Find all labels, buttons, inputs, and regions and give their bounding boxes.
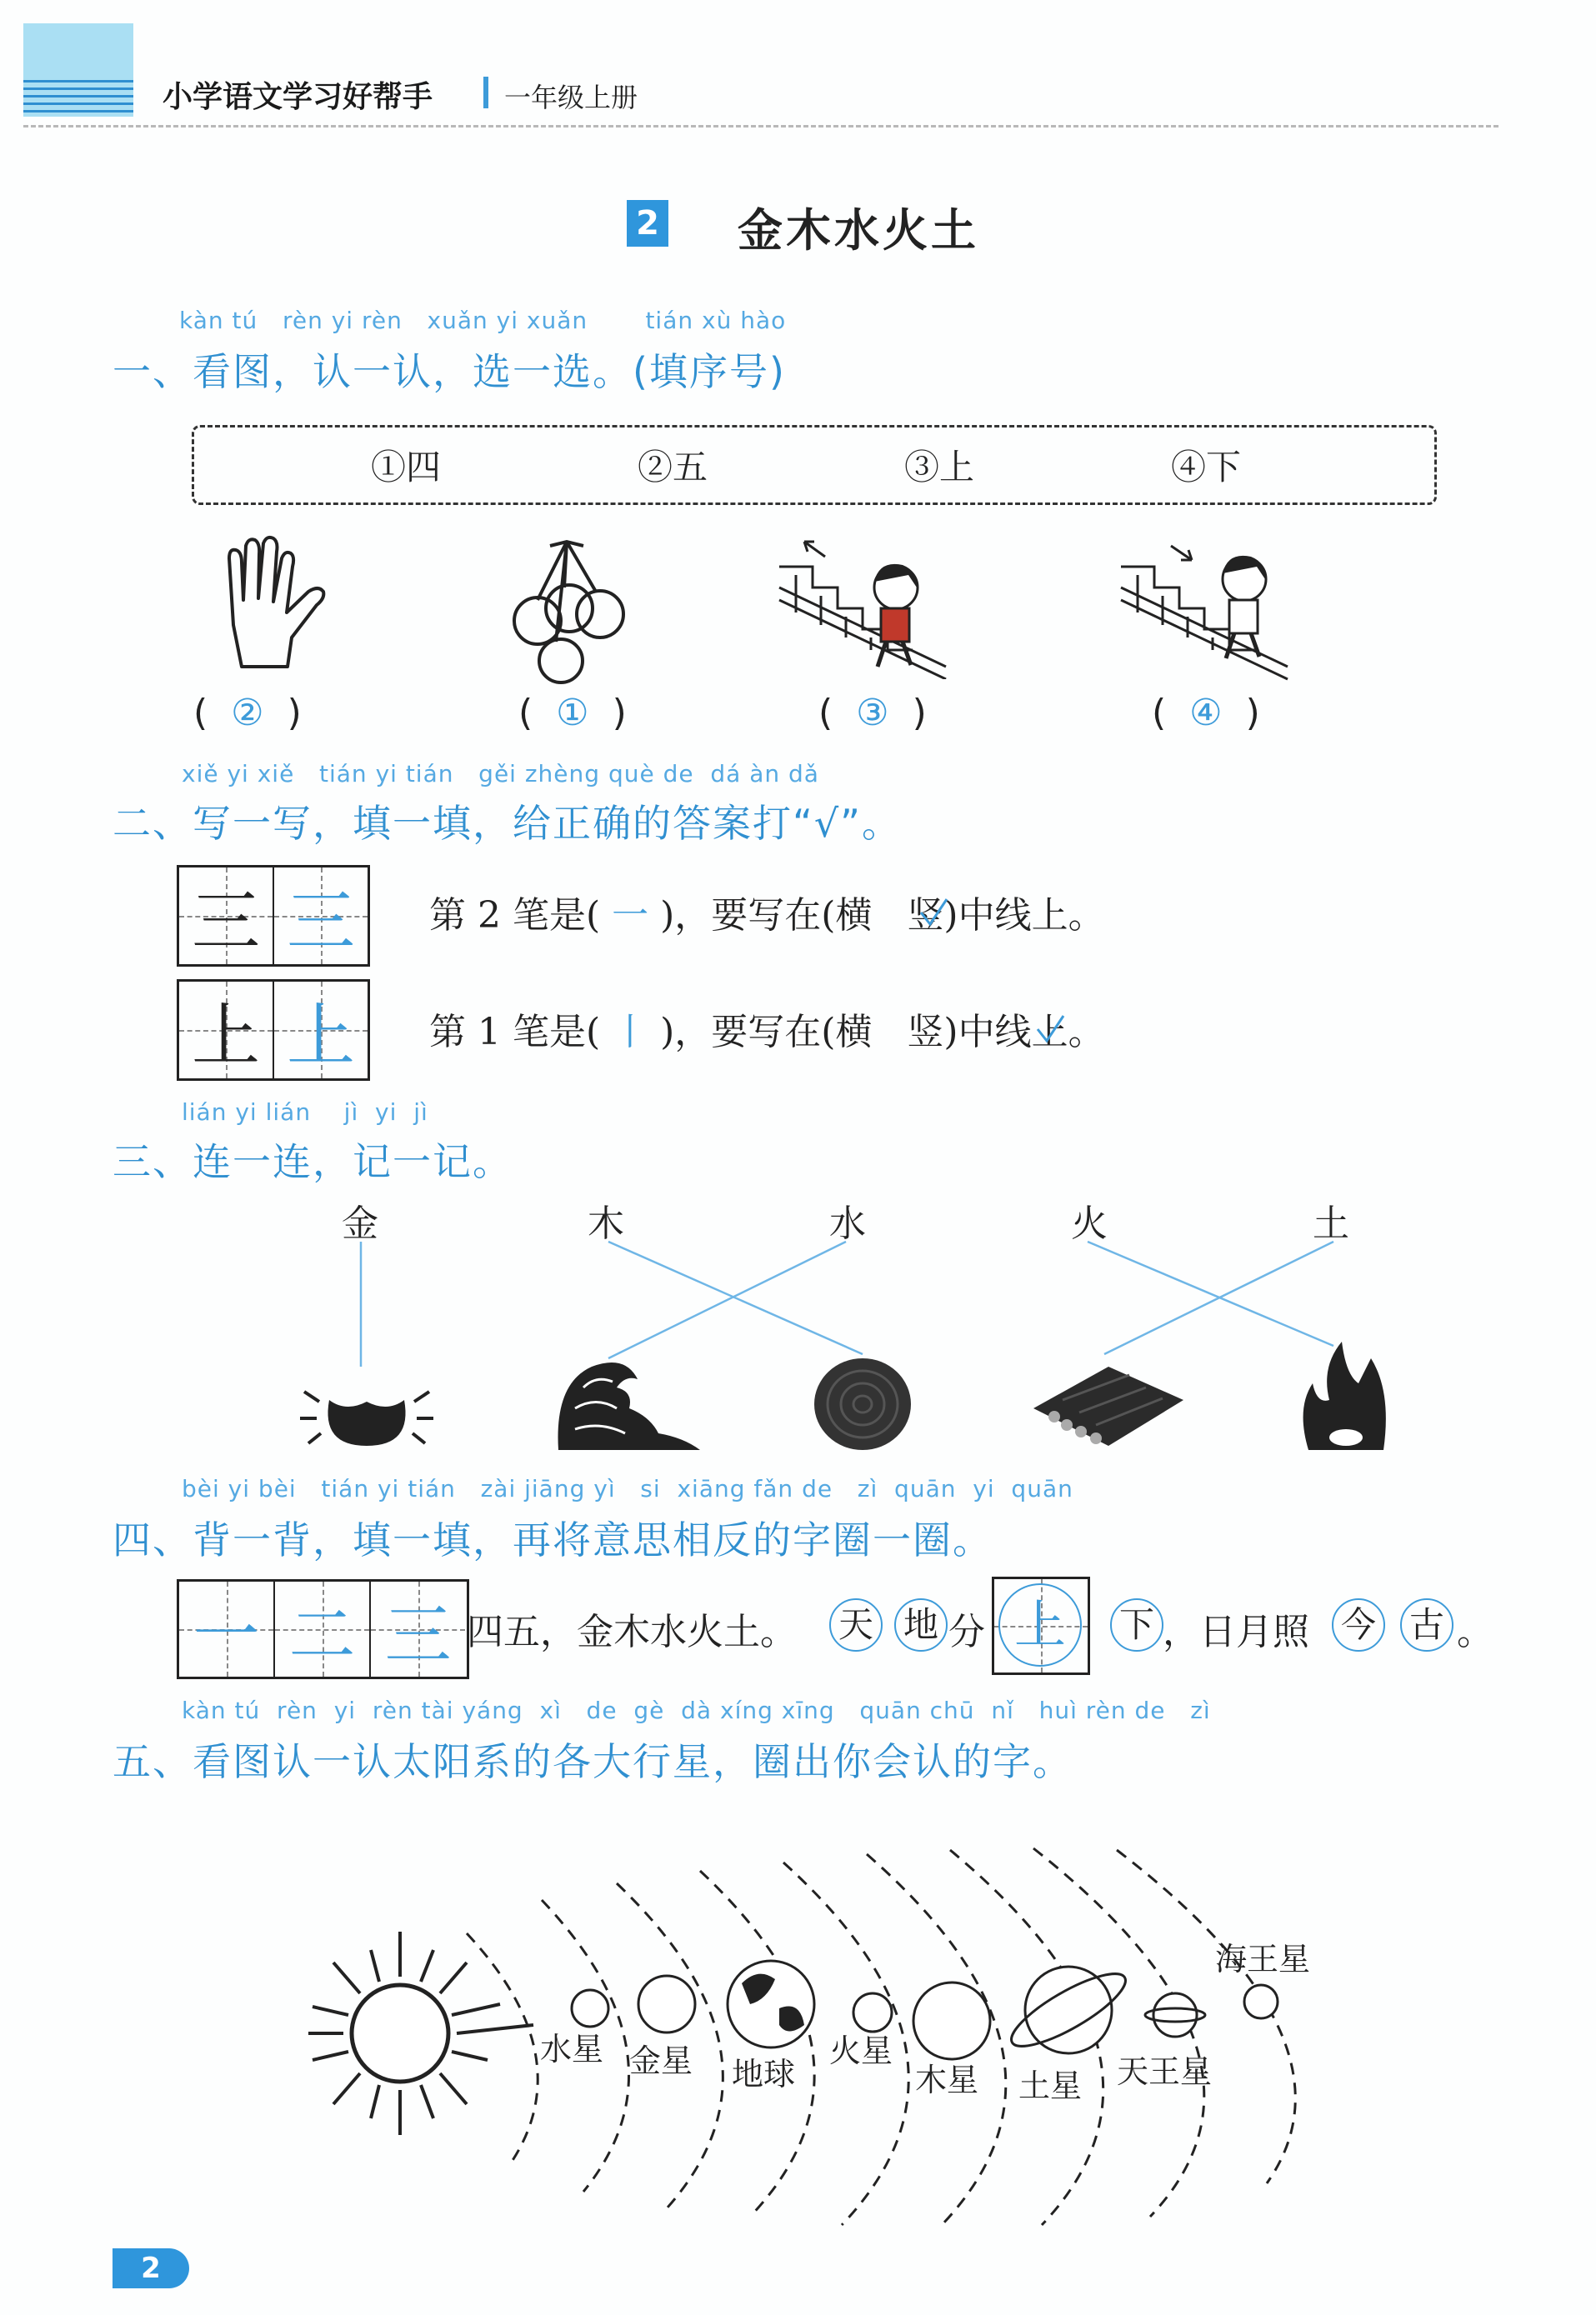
element-huo: 火 [1071, 1202, 1108, 1245]
q5-title: 五、看图认一认太阳系的各大行星，圈出你会认的字。 [113, 1739, 1073, 1784]
q4-pinyin: bèi yi bèi tián yi tián zài jiāng yì si xiāng fǎn de zì quān yi quān [182, 1475, 1073, 1502]
wood-stump-image [800, 1354, 925, 1454]
q4-title: 四、背一背，填一填，再将意思相反的字圈一圈。 [113, 1518, 993, 1562]
mercury-icon [572, 1990, 608, 2027]
circled-tian[interactable]: 天 [829, 1598, 883, 1652]
book-title: 小学语文学习好帮手 [163, 80, 433, 114]
saturn-icon [1003, 1962, 1133, 2058]
uranus-icon [1145, 1993, 1205, 2037]
answer-slot-1[interactable]: ( ② ) [193, 692, 302, 734]
planet-label-saturn: 土星 [1018, 2068, 1083, 2104]
element-tu: 土 [1313, 1202, 1349, 1245]
jupiter-icon [913, 1982, 990, 2059]
q4-end-punct: 。 [1457, 1611, 1493, 1653]
q4-text-1: 四五，金木水火土。 [467, 1611, 797, 1653]
circled-jin[interactable]: 今 [1332, 1598, 1385, 1652]
earth-icon [728, 1961, 814, 2048]
solar-system-diagram [0, 1792, 1596, 2250]
planet-label-neptune: 海王星 [1215, 1941, 1311, 1978]
element-shui: 水 [829, 1202, 866, 1245]
q3-pinyin: lián yi lián jì yi jì [182, 1098, 428, 1126]
q2-sentence-2: 第 1 笔是( 丨 )，要写在(横 竖)中线上。 [429, 1011, 1105, 1053]
option-3: ③上 [904, 447, 975, 488]
fire-image [1292, 1333, 1400, 1458]
circled-di[interactable]: 地 [894, 1598, 948, 1652]
q2-title: 二、写一写，填一填，给正确的答案打“√”。 [113, 801, 902, 846]
planet-label-jupiter: 木星 [915, 2062, 979, 2098]
water-wave-image [550, 1350, 704, 1454]
page-number: 2 [113, 2248, 189, 2288]
q5-pinyin: kàn tú rèn yi rèn tài yáng xì de gè dà xíng xīng quān chū nǐ huì rèn de zì [182, 1697, 1211, 1724]
answer-slot-3[interactable]: ( ③ ) [818, 692, 927, 734]
lesson-number: 2 [627, 200, 668, 247]
venus-icon [638, 1976, 695, 2032]
soil-field-image [1029, 1350, 1188, 1450]
q3-title: 三、连一连，记一记。 [113, 1139, 513, 1184]
planet-label-venus: 金星 [629, 2042, 693, 2079]
planet-label-mercury: 水星 [540, 2031, 604, 2068]
writing-box-shang [992, 1577, 1090, 1675]
q2-pinyin: xiě yi xiě tián yi tián gěi zhèng què de dá àn dǎ [182, 760, 819, 788]
q2-sentence-1: 第 2 笔是( 一 )，要写在(横 竖)中线上。 [429, 894, 1105, 937]
circled-gu[interactable]: 古 [1400, 1598, 1453, 1652]
char-fen: 分 [948, 1611, 985, 1653]
answer-slot-2[interactable]: ( ① ) [518, 692, 627, 734]
element-mu: 木 [588, 1202, 624, 1245]
option-1: ①四 [371, 447, 442, 488]
planet-label-uranus: 天王星 [1117, 2053, 1213, 2090]
writing-grid-shang: 上 上 [177, 979, 370, 1081]
planet-label-mars: 火星 [829, 2032, 893, 2069]
option-2: ②五 [638, 447, 708, 488]
planet-label-earth: 地球 [732, 2056, 796, 2092]
lesson-title: 金木水火土 [738, 204, 979, 257]
q1-title: 一、看图，认一认，选一选。(填序号) [113, 349, 786, 394]
q4-text-2: ，日月照 [1163, 1611, 1309, 1653]
option-4: ④下 [1171, 447, 1242, 488]
gold-ingot-image [296, 1367, 438, 1458]
writing-grid-numbers: 一 二 三 [177, 1579, 469, 1679]
circled-xia[interactable]: 下 [1110, 1598, 1163, 1652]
book-subtitle: 一年级上册 [504, 82, 638, 113]
sun-icon [308, 1932, 533, 2135]
element-jin: 金 [342, 1202, 378, 1245]
writing-grid-san: 三 三 [177, 865, 370, 967]
answer-slot-4[interactable]: ( ④ ) [1152, 692, 1260, 734]
circled-shang[interactable]: 上 [998, 1583, 1082, 1667]
q1-pinyin: kàn tú rèn yi rèn xuǎn yi xuǎn tián xù hào [179, 307, 787, 334]
neptune-icon [1244, 1985, 1278, 2018]
